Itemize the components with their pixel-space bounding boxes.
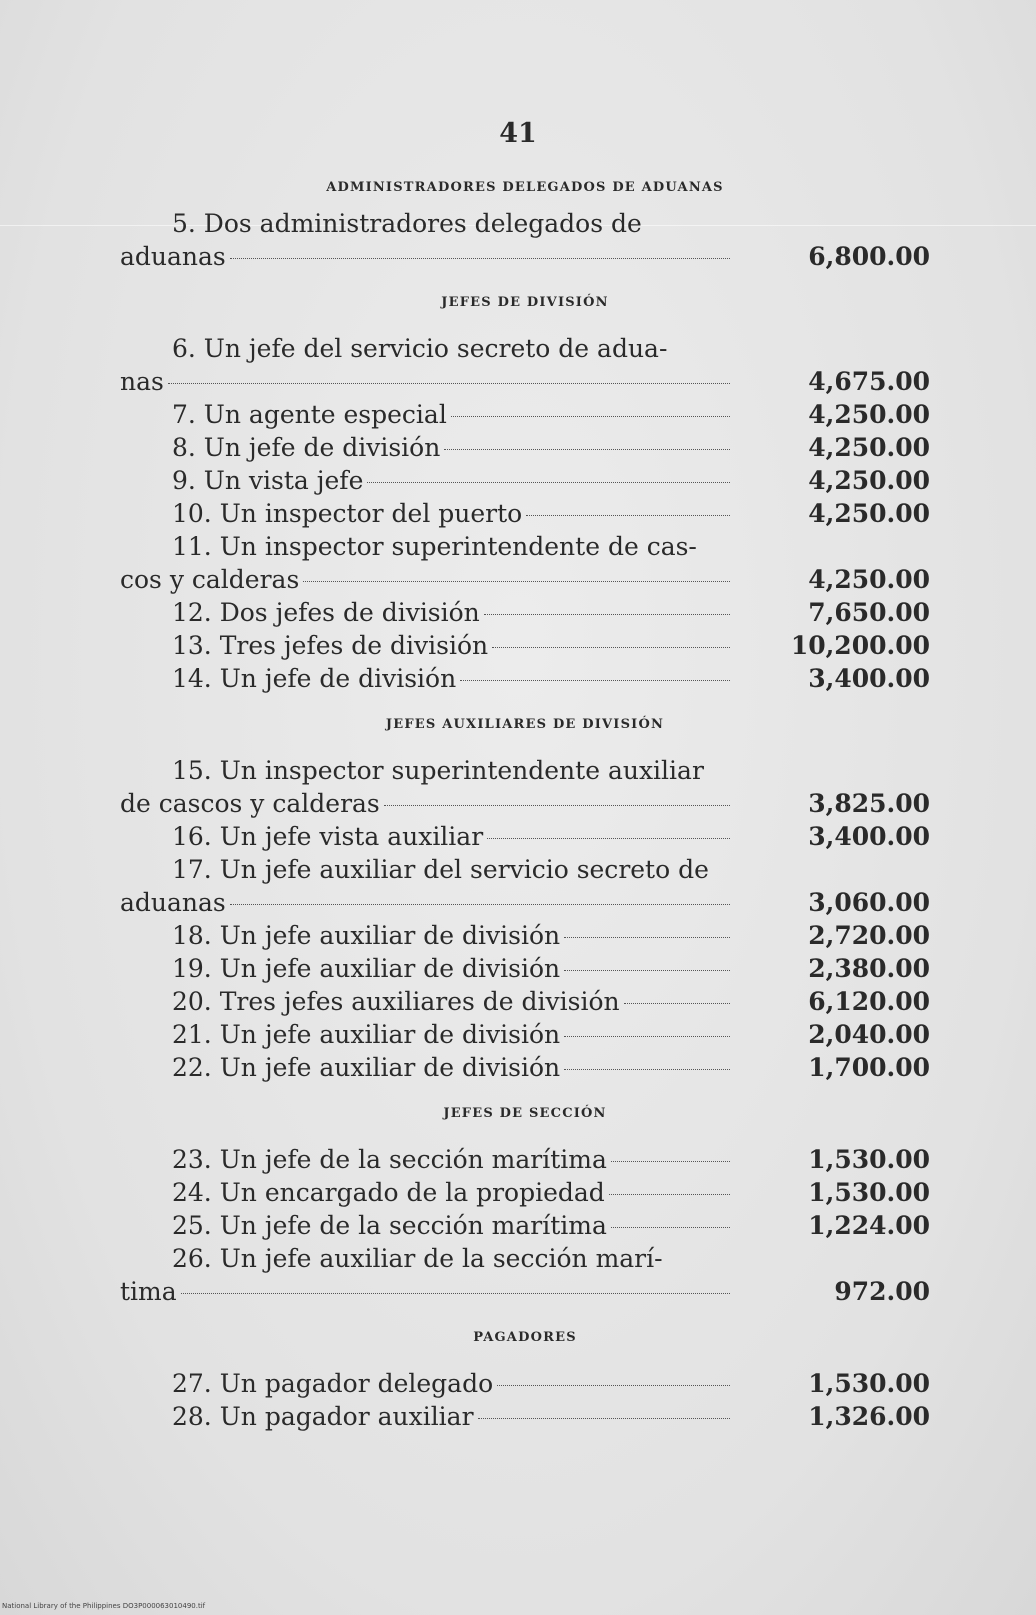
dot-leader xyxy=(609,1194,730,1195)
entry-amount: 2,720.00 xyxy=(808,921,930,950)
salary-entry xyxy=(120,1400,930,1433)
entry-text: de cascos y calderas xyxy=(120,789,380,818)
entry-amount: 972.00 xyxy=(834,1277,930,1306)
entry-text: 24. Un encargado de la propiedad xyxy=(172,1178,605,1207)
salary-entry xyxy=(120,1018,930,1051)
entry-text: 18. Un jefe auxiliar de división xyxy=(172,921,561,950)
dot-leader xyxy=(564,937,730,938)
entry-line xyxy=(120,886,930,919)
entry-line xyxy=(120,629,930,662)
salary-entry xyxy=(120,985,930,1018)
entry-text: 13. Tres jefes de división xyxy=(172,631,489,660)
dot-leader xyxy=(487,838,730,839)
dot-leader xyxy=(497,1385,730,1386)
entry-text: aduanas xyxy=(120,242,226,271)
entry-line xyxy=(120,1176,930,1209)
entry-amount: 6,120.00 xyxy=(808,987,930,1016)
entry-amount: 1,700.00 xyxy=(808,1053,930,1082)
entry-text: 22. Un jefe auxiliar de división xyxy=(172,1053,561,1082)
dot-leader xyxy=(564,1069,730,1070)
entry-text: 21. Un jefe auxiliar de división xyxy=(172,1020,561,1049)
salary-entry xyxy=(120,853,930,919)
dot-leader xyxy=(230,258,730,259)
entry-line xyxy=(120,497,930,530)
salary-entry xyxy=(120,1209,930,1242)
entry-line xyxy=(120,820,930,853)
entry-line xyxy=(120,596,930,629)
entry-amount: 2,380.00 xyxy=(808,954,930,983)
entry-text: 17. Un jefe auxiliar del servicio secreto de xyxy=(172,855,709,884)
salary-entry xyxy=(120,398,930,431)
salary-entry xyxy=(120,596,930,629)
entry-text: 7. Un agente especial xyxy=(172,400,447,429)
entry-line xyxy=(120,1018,930,1051)
entry-amount: 4,250.00 xyxy=(808,433,930,462)
entry-line xyxy=(120,1209,930,1242)
entry-amount: 3,825.00 xyxy=(808,789,930,818)
dot-leader xyxy=(526,515,730,516)
entry-amount: 4,250.00 xyxy=(808,499,930,528)
entry-text: aduanas xyxy=(120,888,226,917)
entry-amount: 4,675.00 xyxy=(808,367,930,396)
entry-amount: 3,400.00 xyxy=(808,664,930,693)
entry-amount: 1,224.00 xyxy=(808,1211,930,1240)
salary-entry xyxy=(120,952,930,985)
entry-amount: 3,060.00 xyxy=(808,888,930,917)
salary-entry xyxy=(120,1143,930,1176)
entry-text: 16. Un jefe vista auxiliar xyxy=(172,822,484,851)
entry-amount: 3,400.00 xyxy=(808,822,930,851)
entry-text: 12. Dos jefes de división xyxy=(172,598,480,627)
entry-amount: 2,040.00 xyxy=(808,1020,930,1049)
entry-amount: 7,650.00 xyxy=(808,598,930,627)
entry-line xyxy=(120,787,930,820)
salary-entry xyxy=(120,662,930,695)
entry-text: 5. Dos administradores delegados de xyxy=(172,209,642,238)
entry-line xyxy=(120,952,930,985)
entry-text: 15. Un inspector superintendente auxiliar xyxy=(172,756,704,785)
entry-amount: 1,326.00 xyxy=(808,1402,930,1431)
salary-entry xyxy=(120,497,930,530)
entry-text: 8. Un jefe de división xyxy=(172,433,441,462)
dot-leader xyxy=(168,383,730,384)
entry-line xyxy=(120,1275,930,1308)
section-heading: JEFES AUXILIARES DE DIVISIÓN xyxy=(385,717,665,732)
entry-amount: 10,200.00 xyxy=(790,631,930,660)
entry-line xyxy=(120,919,930,952)
entry-line xyxy=(120,1367,930,1400)
entry-line xyxy=(120,207,930,240)
entry-text: 20. Tres jefes auxiliares de división xyxy=(172,987,620,1016)
dot-leader xyxy=(611,1227,730,1228)
entry-line xyxy=(120,398,930,431)
entry-line xyxy=(120,464,930,497)
dot-leader xyxy=(230,904,730,905)
dot-leader xyxy=(451,416,730,417)
entry-line xyxy=(120,530,930,563)
dot-leader xyxy=(564,970,730,971)
dot-leader xyxy=(484,614,730,615)
salary-entry xyxy=(120,431,930,464)
dot-leader xyxy=(367,482,730,483)
dot-leader xyxy=(460,680,730,681)
entry-text: tima xyxy=(120,1277,177,1306)
entry-text: nas xyxy=(120,367,164,396)
entry-line xyxy=(120,563,930,596)
salary-list xyxy=(120,172,930,1433)
entry-text: 28. Un pagador auxiliar xyxy=(172,1402,474,1431)
entry-line xyxy=(120,431,930,464)
entry-text: 6. Un jefe del servicio secreto de adua- xyxy=(172,334,668,363)
dot-leader xyxy=(181,1293,730,1294)
section-heading: JEFES DE DIVISIÓN xyxy=(441,295,609,310)
dot-leader xyxy=(564,1036,730,1037)
dot-leader xyxy=(444,449,730,450)
entry-line xyxy=(120,985,930,1018)
dot-leader xyxy=(624,1003,730,1004)
entry-line xyxy=(120,1143,930,1176)
salary-entry xyxy=(120,754,930,820)
salary-entry xyxy=(120,629,930,662)
salary-entry xyxy=(120,1051,930,1084)
entry-text: 10. Un inspector del puerto xyxy=(172,499,523,528)
entry-text: 23. Un jefe de la sección marítima xyxy=(172,1145,607,1174)
section-heading: ADMINISTRADORES DELEGADOS DE ADUANAS xyxy=(326,180,724,195)
entry-line xyxy=(120,754,930,787)
section-heading: PAGADORES xyxy=(473,1330,577,1345)
scan-footer: National Library of the Philippines DO3P000063010490.tif xyxy=(2,1602,206,1610)
salary-entry xyxy=(120,464,930,497)
entry-line xyxy=(120,332,930,365)
entry-line xyxy=(120,1242,930,1275)
salary-entry xyxy=(120,820,930,853)
salary-entry xyxy=(120,1367,930,1400)
entry-amount: 4,250.00 xyxy=(808,466,930,495)
salary-entry xyxy=(120,207,930,273)
entry-amount: 1,530.00 xyxy=(808,1178,930,1207)
entry-line xyxy=(120,1051,930,1084)
entry-text: 26. Un jefe auxiliar de la sección marí- xyxy=(172,1244,663,1273)
entry-line xyxy=(120,853,930,886)
entry-amount: 1,530.00 xyxy=(808,1145,930,1174)
entry-amount: 1,530.00 xyxy=(808,1369,930,1398)
entry-text: 27. Un pagador delegado xyxy=(172,1369,494,1398)
dot-leader xyxy=(303,581,730,582)
entry-text: 19. Un jefe auxiliar de división xyxy=(172,954,561,983)
entry-line xyxy=(120,1400,930,1433)
entry-text: 25. Un jefe de la sección marítima xyxy=(172,1211,607,1240)
dot-leader xyxy=(611,1161,730,1162)
salary-entry xyxy=(120,530,930,596)
entry-line xyxy=(120,662,930,695)
dot-leader xyxy=(384,805,730,806)
salary-entry xyxy=(120,1176,930,1209)
salary-entry xyxy=(120,919,930,952)
entry-text: 9. Un vista jefe xyxy=(172,466,364,495)
entry-line xyxy=(120,240,930,273)
entry-amount: 4,250.00 xyxy=(808,565,930,594)
dot-leader xyxy=(492,647,730,648)
entry-amount: 4,250.00 xyxy=(808,400,930,429)
entry-text: cos y calderas xyxy=(120,565,300,594)
salary-entry xyxy=(120,1242,930,1308)
page-number: 41 xyxy=(499,118,537,149)
entry-line xyxy=(120,365,930,398)
entry-amount: 6,800.00 xyxy=(808,242,930,271)
entry-text: 14. Un jefe de división xyxy=(172,664,457,693)
dot-leader xyxy=(478,1418,730,1419)
section-heading: JEFES DE SECCIÓN xyxy=(443,1106,607,1121)
salary-entry xyxy=(120,332,930,398)
entry-text: 11. Un inspector superintendente de cas- xyxy=(172,532,697,561)
